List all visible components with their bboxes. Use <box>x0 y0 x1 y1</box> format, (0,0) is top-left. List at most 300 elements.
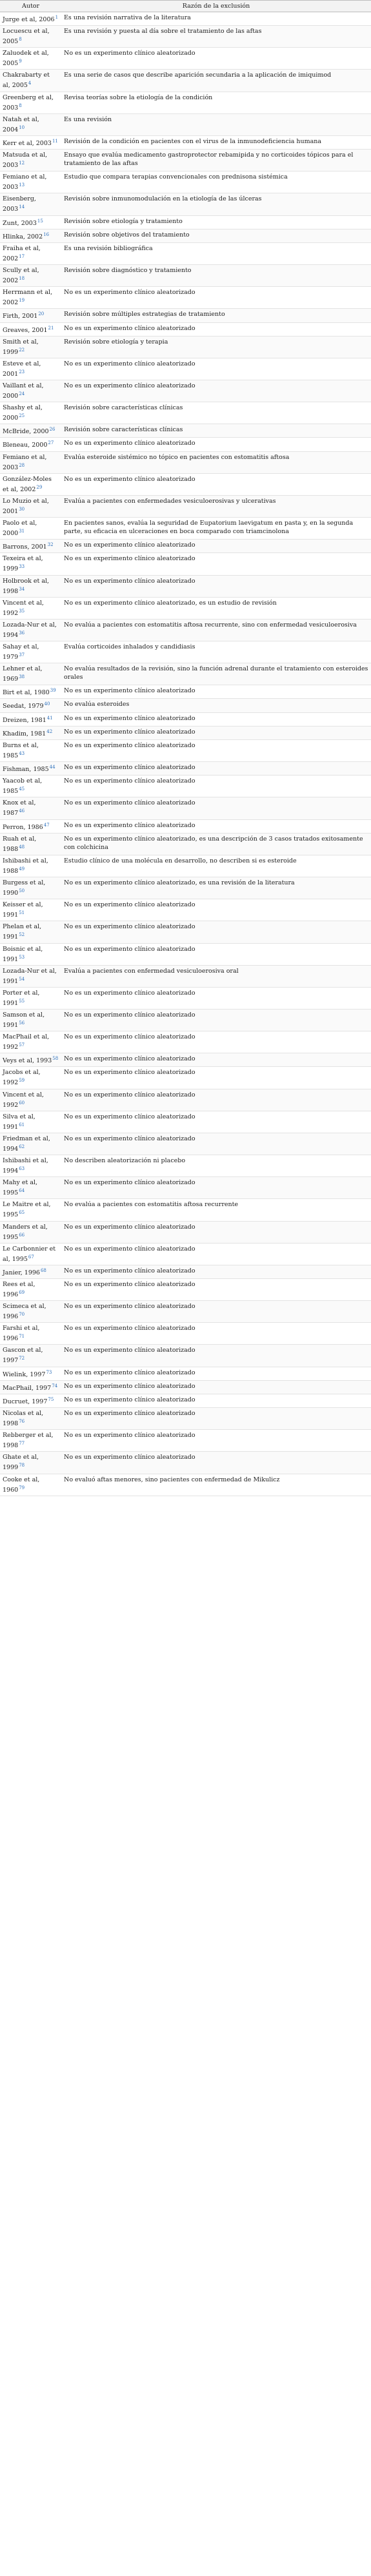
reference-link[interactable]: 56 <box>19 1020 25 1026</box>
author-name: MacPhail, 1997 <box>3 1384 52 1392</box>
reason-cell: No es un experimento clínico aleatorizado <box>61 726 371 739</box>
author-name: Silva et al, 1991 <box>3 1113 35 1131</box>
author-name: Lozada-Nur et al, 1991 <box>3 967 57 985</box>
reference-link[interactable]: 14 <box>19 204 25 210</box>
reason-cell: No es un experimento clínico aleatorizado <box>61 358 371 380</box>
author-cell <box>0 553 61 575</box>
author-cell <box>0 685 61 699</box>
table-row <box>0 309 371 322</box>
reference-link[interactable]: 48 <box>19 844 25 850</box>
author-name: Kerr et al, 2003 <box>3 140 52 148</box>
author-name: Wielink, 1997 <box>3 1371 46 1378</box>
reference-link[interactable]: 8 <box>19 102 22 108</box>
author-cell <box>0 575 61 597</box>
reference-link[interactable]: 57 <box>19 1042 25 1048</box>
author-cell <box>0 265 61 287</box>
author-cell <box>0 619 61 641</box>
author-cell <box>0 215 61 229</box>
reference-link[interactable]: 1 <box>55 15 59 20</box>
reference-link[interactable]: 26 <box>49 427 55 433</box>
author-name: Holbrook et al, 1998 <box>3 577 50 595</box>
table-row <box>0 797 371 819</box>
reference-link[interactable]: 28 <box>19 462 25 468</box>
table-row <box>0 921 371 943</box>
reason-cell: No es un experimento clínico aleatorizado, es una revisión de la literatura <box>61 877 371 899</box>
author-name: Esteve et al, 2001 <box>3 360 41 378</box>
table-row <box>0 877 371 899</box>
table-row <box>0 819 371 833</box>
author-cell <box>0 402 61 424</box>
table-row <box>0 1279 371 1301</box>
table-header-row <box>0 1 371 12</box>
reason-cell: No es un experimento clínico aleatorizado, es una descripción de 3 casos tratados exitosamente con colchicina <box>61 833 371 855</box>
reason-cell: Revisión sobre características clínicas <box>61 424 371 438</box>
author-cell <box>0 438 61 451</box>
author-cell <box>0 1133 61 1155</box>
table-row <box>0 171 371 193</box>
reason-cell: No es un experimento clínico aleatorizado <box>61 1345 371 1367</box>
reason-cell: No es un experimento clínico aleatorizado <box>61 739 371 761</box>
author-name: Ishibashi et al, 1988 <box>3 857 48 875</box>
table-row <box>0 380 371 402</box>
reference-link[interactable]: 40 <box>44 701 50 707</box>
author-name: Lo Muzio et al, 2001 <box>3 497 49 516</box>
reason-cell: No es un experimento clínico aleatorizado <box>61 1053 371 1067</box>
table-row <box>0 726 371 739</box>
table-row <box>0 135 371 149</box>
author-cell <box>0 451 61 473</box>
table-row <box>0 1009 371 1031</box>
author-cell <box>0 1265 61 1278</box>
author-cell <box>0 171 61 193</box>
author-cell <box>0 597 61 619</box>
author-name: Vincent et al, 1992 <box>3 1091 44 1109</box>
reason-cell: No es un experimento clínico aleatorizado <box>61 380 371 402</box>
table-row <box>0 1031 371 1053</box>
author-name: Birt et al, 1980 <box>3 689 50 697</box>
reason-cell: No es un experimento clínico aleatorizado <box>61 438 371 451</box>
reason-cell: Evalúa a pacientes con enfermedad vesiculoerosiva oral <box>61 965 371 987</box>
reason-cell: No es un experimento clínico aleatorizado <box>61 1009 371 1031</box>
reference-link[interactable]: 62 <box>19 1144 25 1149</box>
table-row <box>0 150 371 171</box>
author-cell <box>0 1067 61 1089</box>
author-cell <box>0 1089 61 1111</box>
reason-cell: No es un experimento clínico aleatorizado <box>61 921 371 943</box>
reason-cell: No es un experimento clínico aleatorizado <box>61 1279 371 1301</box>
author-name: Vincent et al, 1992 <box>3 599 44 617</box>
author-cell <box>0 1199 61 1221</box>
header-reason: Razón de la exclusión <box>61 1 371 12</box>
reference-link[interactable]: 4 <box>28 81 32 86</box>
author-cell <box>0 358 61 380</box>
reference-link[interactable]: 54 <box>19 976 25 982</box>
reason-cell: Evalúa a pacientes con enfermedades vesiculoerosivas y ulcerativas <box>61 495 371 517</box>
author-cell <box>0 712 61 726</box>
author-name: Eisenberg, 2003 <box>3 195 36 213</box>
reference-link[interactable]: 50 <box>19 888 25 894</box>
reference-link[interactable]: 39 <box>50 688 56 694</box>
reference-link[interactable]: 17 <box>19 253 25 259</box>
reference-link[interactable]: 55 <box>19 998 25 1004</box>
table-row <box>0 1177 371 1199</box>
reference-link[interactable]: 22 <box>19 347 25 353</box>
author-name: Chakrabarty et al, 2005 <box>3 72 50 90</box>
author-name: Sahay et al, 1979 <box>3 643 39 661</box>
reference-link[interactable]: 34 <box>19 586 25 592</box>
reference-link[interactable]: 33 <box>19 564 25 570</box>
author-name: Scimeca et al, 1996 <box>3 1303 46 1321</box>
reference-link[interactable]: 18 <box>19 276 25 282</box>
table-row <box>0 518 371 540</box>
author-name: Dreizen, 1981 <box>3 716 46 724</box>
reference-link[interactable]: 49 <box>19 866 25 872</box>
author-name: Matsuda et al, 2003 <box>3 151 48 170</box>
reference-link[interactable]: 76 <box>19 1419 25 1425</box>
reference-link[interactable]: 52 <box>19 932 25 938</box>
author-cell <box>0 877 61 899</box>
author-cell <box>0 242 61 264</box>
author-cell <box>0 1009 61 1031</box>
reason-cell: Revisión sobre inmunomodulación en la etiología de las úlceras <box>61 193 371 215</box>
table-row <box>0 1133 371 1155</box>
reason-cell: Revisión sobre etiología y tratamiento <box>61 215 371 229</box>
reference-link[interactable]: 47 <box>43 822 50 828</box>
author-cell <box>0 473 61 495</box>
table-row <box>0 540 371 553</box>
author-cell <box>0 776 61 797</box>
author-name: Firth, 2001 <box>3 313 38 320</box>
reference-link[interactable]: 42 <box>46 728 53 734</box>
author-cell <box>0 921 61 943</box>
reference-link[interactable]: 36 <box>19 630 25 636</box>
author-name: Rees et al, 1996 <box>3 1281 35 1299</box>
author-cell <box>0 113 61 135</box>
reference-link[interactable]: 12 <box>19 161 25 166</box>
author-cell <box>0 1111 61 1133</box>
reason-cell: No evaluó aftas menores, sino pacientes con enfermedad de Mikulicz <box>61 1474 371 1496</box>
author-name: McBride, 2000 <box>3 428 49 436</box>
header-author: Autor <box>0 1 61 12</box>
reference-link[interactable]: 73 <box>46 1369 52 1375</box>
reason-cell: Es una revisión <box>61 113 371 135</box>
author-name: Knox et al, 1987 <box>3 799 36 817</box>
author-cell <box>0 309 61 322</box>
reference-link[interactable]: 51 <box>19 910 25 916</box>
reference-link[interactable]: 45 <box>19 786 25 792</box>
reason-cell: No es un experimento clínico aleatorizado <box>61 1323 371 1345</box>
table-row <box>0 26 371 48</box>
table-row <box>0 712 371 726</box>
table-row <box>0 575 371 597</box>
reference-link[interactable]: 74 <box>52 1383 58 1389</box>
table-row <box>0 451 371 473</box>
table-row <box>0 193 371 215</box>
author-name: Mahy et al, 1995 <box>3 1179 38 1197</box>
author-cell <box>0 1243 61 1265</box>
reason-cell: No es un experimento clínico aleatorizado <box>61 1430 371 1452</box>
reason-cell: Revisión sobre características clínicas <box>61 402 371 424</box>
table-row <box>0 1323 371 1345</box>
reason-cell: No es un experimento clínico aleatorizado <box>61 819 371 833</box>
table-row <box>0 685 371 699</box>
author-cell <box>0 1279 61 1301</box>
reason-cell: Estudio clínico de una molécula en desarrollo, no describen si es esteroide <box>61 855 371 877</box>
reason-cell: En pacientes sanos, evalúa la seguridad de Eupatorium laevigatum en pasta y, en la segunda parte, su eficacia en ulceraciones en boca comparado con triamcinolona <box>61 518 371 540</box>
author-name: Jurge et al, 2006 <box>3 16 55 24</box>
author-name: Cooke et al, 1960 <box>3 1476 40 1494</box>
reason-cell: No es un experimento clínico aleatorizado <box>61 1301 371 1323</box>
reference-link[interactable]: 58 <box>52 1056 59 1062</box>
author-cell <box>0 1380 61 1394</box>
author-cell <box>0 819 61 833</box>
author-cell <box>0 663 61 685</box>
author-name: Paolo et al, 2000 <box>3 520 37 538</box>
author-name: Samson et al, 1991 <box>3 1011 45 1029</box>
reference-link[interactable]: 65 <box>19 1210 25 1216</box>
author-cell <box>0 1452 61 1474</box>
author-cell <box>0 336 61 358</box>
reason-cell: No es un experimento clínico aleatorizado <box>61 1243 371 1265</box>
author-name: Texeira et al, 1999 <box>3 555 43 573</box>
reason-cell: No es un experimento clínico aleatorizado <box>61 1408 371 1430</box>
table-row <box>0 739 371 761</box>
author-cell <box>0 150 61 171</box>
reference-link[interactable]: 41 <box>46 715 53 721</box>
author-cell <box>0 1155 61 1177</box>
author-cell <box>0 540 61 553</box>
reference-link[interactable]: 13 <box>19 182 25 188</box>
table-row <box>0 833 371 855</box>
reference-link[interactable]: 53 <box>19 954 25 960</box>
author-name: Vaillant et al, 2000 <box>3 382 44 400</box>
author-name: Herrmann et al, 2002 <box>3 289 53 307</box>
table-row <box>0 424 371 438</box>
table-row <box>0 1199 371 1221</box>
reference-link[interactable]: 16 <box>43 231 50 237</box>
reason-cell: No es un experimento clínico aleatorizado <box>61 943 371 965</box>
table-row <box>0 1265 371 1278</box>
reference-link[interactable]: 35 <box>19 608 25 614</box>
table-row <box>0 776 371 797</box>
author-name: Ghate et al, 1999 <box>3 1454 39 1472</box>
author-cell <box>0 1031 61 1053</box>
reference-link[interactable]: 75 <box>48 1396 54 1402</box>
reference-link[interactable]: 70 <box>19 1312 25 1318</box>
table-row <box>0 1430 371 1452</box>
table-row <box>0 1111 371 1133</box>
reason-cell: No es un experimento clínico aleatorizado <box>61 1111 371 1133</box>
table-row <box>0 553 371 575</box>
author-name: Manders et al, 1995 <box>3 1223 48 1241</box>
reference-link[interactable]: 9 <box>19 59 22 64</box>
author-name: Shashy et al, 2000 <box>3 404 43 422</box>
reference-link[interactable]: 31 <box>19 529 25 534</box>
author-name: Barrons, 2001 <box>3 543 47 551</box>
reference-link[interactable]: 61 <box>19 1122 25 1127</box>
author-name: Femiano et al, 2003 <box>3 453 47 471</box>
reference-link[interactable]: 59 <box>19 1078 25 1084</box>
author-cell <box>0 1345 61 1367</box>
author-cell <box>0 699 61 712</box>
reference-link[interactable]: 11 <box>52 138 58 144</box>
author-name: Seedat, 1979 <box>3 703 44 710</box>
reference-link[interactable]: 78 <box>19 1463 25 1469</box>
reference-link[interactable]: 43 <box>19 750 25 756</box>
table-row <box>0 1367 371 1380</box>
author-cell <box>0 739 61 761</box>
reason-cell: No es un experimento clínico aleatorizado, es un estudio de revisión <box>61 597 371 619</box>
reference-link[interactable]: 79 <box>19 1485 25 1490</box>
reference-link[interactable]: 24 <box>19 391 25 396</box>
reference-link[interactable]: 66 <box>19 1232 25 1238</box>
reason-cell: No es un experimento clínico aleatorizado <box>61 776 371 797</box>
reason-cell: No es un experimento clínico aleatorizado <box>61 1380 371 1394</box>
reason-cell: No es un experimento clínico aleatorizado <box>61 1177 371 1199</box>
table-row <box>0 987 371 1009</box>
author-name: Boisnic et al, 1991 <box>3 945 43 963</box>
author-cell <box>0 1394 61 1407</box>
author-name: Scully et al, 2002 <box>3 267 39 285</box>
reference-link[interactable]: 27 <box>48 440 54 446</box>
table-row <box>0 92 371 113</box>
reason-cell: No es un experimento clínico aleatorizado <box>61 1394 371 1407</box>
table-row <box>0 402 371 424</box>
table-row <box>0 287 371 309</box>
author-cell <box>0 12 61 26</box>
table-row <box>0 1067 371 1089</box>
table-row <box>0 1408 371 1430</box>
author-cell <box>0 943 61 965</box>
reference-link[interactable]: 67 <box>28 1254 34 1260</box>
author-name: Veys et al, 1993 <box>3 1057 52 1065</box>
table-row <box>0 855 371 877</box>
reference-link[interactable]: 44 <box>49 765 55 770</box>
reason-cell: No es un experimento clínico aleatorizado <box>61 1452 371 1474</box>
table-row <box>0 1301 371 1323</box>
reason-cell: No es un experimento clínico aleatorizado <box>61 1265 371 1278</box>
author-cell <box>0 287 61 309</box>
author-cell <box>0 797 61 819</box>
reference-link[interactable]: 30 <box>19 506 25 512</box>
reason-cell: Revisión sobre múltiples estrategias de tratamiento <box>61 309 371 322</box>
author-cell <box>0 92 61 113</box>
reason-cell: No evalúa esteroides <box>61 699 371 712</box>
reason-cell: Estudio que compara terapias convencionales con prednisona sistémica <box>61 171 371 193</box>
reference-link[interactable]: 29 <box>36 484 43 490</box>
table-row <box>0 641 371 663</box>
reason-cell: No es un experimento clínico aleatorizado <box>61 712 371 726</box>
author-cell <box>0 1474 61 1496</box>
reason-cell: No es un experimento clínico aleatorizado <box>61 899 371 921</box>
author-name: Locuescu et al, 2005 <box>3 28 50 46</box>
reference-link[interactable]: 10 <box>19 124 25 130</box>
reference-link[interactable]: 38 <box>19 674 25 680</box>
author-name: Khadim, 1981 <box>3 730 46 737</box>
reason-cell: No es un experimento clínico aleatorizado <box>61 762 371 776</box>
table-row <box>0 48 371 70</box>
table-row <box>0 619 371 641</box>
author-cell <box>0 987 61 1009</box>
reason-cell: No es un experimento clínico aleatorizado <box>61 575 371 597</box>
reference-link[interactable]: 37 <box>19 652 25 658</box>
table-row <box>0 215 371 229</box>
author-name: Hlinka, 2002 <box>3 233 43 240</box>
reason-cell: No es un experimento clínico aleatorizado <box>61 540 371 553</box>
reference-link[interactable]: 69 <box>19 1290 25 1295</box>
reason-cell: Revisión sobre etiología y terapia <box>61 336 371 358</box>
author-cell <box>0 762 61 776</box>
author-name: Greenberg et al, 2003 <box>3 93 54 112</box>
reason-cell: Es una revisión y puesta al día sobre el tratamiento de las aftas <box>61 26 371 48</box>
table-row <box>0 1089 371 1111</box>
table-row <box>0 1243 371 1265</box>
author-cell <box>0 518 61 540</box>
table-row <box>0 438 371 451</box>
author-name: Le Carbonnier et al, 1995 <box>3 1245 56 1263</box>
author-name: Ducruet, 1997 <box>3 1398 48 1406</box>
reference-link[interactable]: 8 <box>19 37 22 43</box>
reference-link[interactable]: 68 <box>40 1267 46 1273</box>
reason-cell: Es una revisión bibliográfica <box>61 242 371 264</box>
author-name: González-Moles et al, 2002 <box>3 475 52 493</box>
table-row <box>0 943 371 965</box>
author-name: Farshi et al, 1996 <box>3 1325 40 1343</box>
author-name: Bleneau, 2000 <box>3 442 48 449</box>
author-name: Femiano et al, 2003 <box>3 173 47 191</box>
reference-link[interactable]: 25 <box>19 413 25 419</box>
reason-cell: Es una serie de casos que describe aparición secundaria a la aplicación de imiquimod <box>61 70 371 92</box>
author-name: Fishman, 1985 <box>3 766 49 774</box>
reference-link[interactable]: 32 <box>47 542 54 548</box>
reference-link[interactable]: 19 <box>19 298 25 304</box>
reference-link[interactable]: 46 <box>19 808 25 814</box>
reference-link[interactable]: 63 <box>19 1166 25 1172</box>
table-row <box>0 1394 371 1407</box>
reference-link[interactable]: 77 <box>19 1441 25 1447</box>
reference-link[interactable]: 21 <box>48 325 54 331</box>
reference-link[interactable]: 15 <box>37 218 43 224</box>
reason-cell: Evalúa corticoides inhalados y candidiasis <box>61 641 371 663</box>
author-cell <box>0 726 61 739</box>
reason-cell: Ensayo que evalúa medicamento gastroprotector rebamipida y no corticoides tópicos para el tratamiento de las aftas <box>61 150 371 171</box>
author-cell <box>0 1177 61 1199</box>
table-row <box>0 12 371 26</box>
reason-cell: No es un experimento clínico aleatorizado <box>61 685 371 699</box>
author-name: Porter et al, 1991 <box>3 989 40 1007</box>
table-row <box>0 113 371 135</box>
reference-link[interactable]: 60 <box>19 1100 25 1106</box>
author-name: Jacobs et al, 1992 <box>3 1069 41 1087</box>
author-cell <box>0 641 61 663</box>
author-name: Gascon et al, 1997 <box>3 1347 43 1365</box>
author-name: MacPhail et al, 1992 <box>3 1033 50 1051</box>
reference-link[interactable]: 20 <box>38 311 45 317</box>
author-cell <box>0 193 61 215</box>
author-name: Smith et al, 1999 <box>3 338 39 356</box>
table-row <box>0 699 371 712</box>
table-row <box>0 242 371 264</box>
reference-link[interactable]: 64 <box>19 1188 25 1194</box>
reason-cell: No es un experimento clínico aleatorizado <box>61 473 371 495</box>
table-row <box>0 70 371 92</box>
table-row <box>0 473 371 495</box>
author-cell <box>0 1408 61 1430</box>
reference-link[interactable]: 72 <box>19 1356 25 1361</box>
reference-link[interactable]: 71 <box>19 1334 25 1340</box>
reference-link[interactable]: 23 <box>19 369 25 375</box>
reason-cell: Revisión de la condición en pacientes con el virus de la inmunodeficiencia humana <box>61 135 371 149</box>
